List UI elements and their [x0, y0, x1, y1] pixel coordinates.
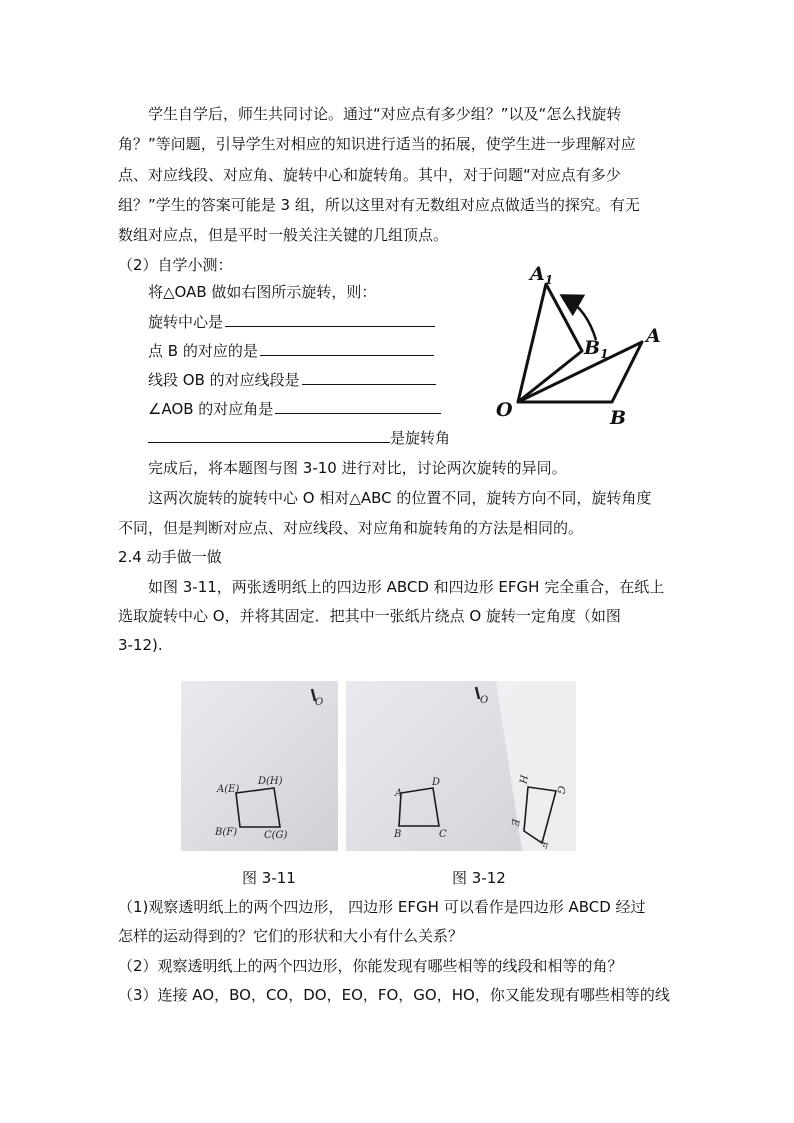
question1-line-1: （1)观察透明纸上的两个四边形， 四边形 EFGH 可以看作是四边形 ABCD 经过 — [118, 898, 646, 916]
para1-line-2: 角？”等问题，引导学生对相应的知识进行适当的拓展，使学生进一步理解对应 — [118, 135, 636, 153]
quiz-item-label: 点 B 的对应的是 — [148, 342, 258, 360]
answer-blank[interactable] — [225, 311, 435, 327]
para2: 完成后，将本题图与图 3-10 进行对比，讨论两次旋转的异同。 — [148, 459, 567, 477]
label-b1: B — [584, 337, 601, 359]
rotation-figure-oab — [486, 258, 686, 433]
photo-label-o: O — [315, 697, 324, 708]
rotation-arrow — [566, 298, 596, 340]
photo-label-c: C(G) — [264, 830, 288, 841]
figure-3-11-caption: 图 3-11 — [242, 869, 296, 887]
photo-label-a: A(E) — [217, 784, 240, 795]
quadrilateral-abcd — [236, 788, 280, 827]
para1-line-5: 数组对应点，但是平时一般关注关键的几组顶点。 — [118, 226, 449, 244]
quiz-intro: 将△OAB 做如右图所示旋转，则： — [148, 283, 377, 301]
photo-label-a: A — [395, 788, 403, 799]
figure-3-11-photo — [181, 681, 338, 851]
photo-label-c: C — [439, 829, 447, 840]
question1-line-2: 怎样的运动得到的？它们的形状和大小有什么关系？ — [118, 927, 464, 945]
photo-label-f: F — [536, 839, 549, 849]
photo-label-b: B — [394, 829, 402, 840]
photo-label-h: H — [516, 773, 529, 785]
quiz-item-label: ∠AOB 的对应角是 — [148, 400, 274, 418]
photo-label-d: D — [432, 777, 441, 788]
figure-3-12-photo — [346, 681, 576, 851]
para4-line-2: 选取旋转中心 O，并将其固定．把其中一张纸片绕点 O 旋转一定角度（如图 — [118, 607, 621, 625]
photo-label-g: G — [554, 784, 567, 795]
para1-line-4: 组？”学生的答案可能是 3 组，所以这里对有无数组对应点做适当的探究。有无 — [118, 196, 640, 214]
figure-3-12-caption: 图 3-12 — [452, 869, 506, 887]
para4-line-3: 3-12). — [118, 636, 163, 654]
para4-line-1: 如图 3-11，两张透明纸上的四边形 ABCD 和四边形 EFGH 完全重合，在纸上 — [148, 578, 665, 596]
label-a: A — [646, 325, 661, 347]
para1-line-3: 点、对应线段、对应角、旋转中心和旋转角。其中，对于问题“对应点有多少 — [118, 166, 621, 184]
question3: （3）连接 AO，BO，CO，DO，EO，FO，GO，HO，你又能发现有哪些相等的线 — [118, 986, 670, 1004]
para3-line-1: 这两次旋转的旋转中心 O 相对△ABC 的位置不同，旋转方向不同，旋转角度 — [148, 489, 652, 507]
label-a1-sub: 1 — [544, 273, 554, 287]
section-title: 2.4 动手做一做 — [118, 548, 222, 566]
rotated-paper-sheet — [496, 681, 576, 851]
photo-label-o: O — [480, 695, 489, 706]
quadrilateral-abcd — [399, 788, 439, 826]
quiz-item-label: 线段 OB 的对应线段是 — [148, 371, 300, 389]
svg-text:A1 — [528, 263, 553, 287]
label-a1: A — [530, 263, 545, 285]
quiz-item-label: 旋转中心是 — [148, 313, 224, 331]
pin-mark — [476, 687, 479, 699]
answer-blank[interactable] — [275, 398, 441, 414]
para3-line-2: 不同，但是判断对应点、对应线段、对应角和旋转角的方法是相同的。 — [118, 519, 584, 537]
answer-blank[interactable] — [260, 340, 434, 356]
answer-blank[interactable] — [148, 427, 390, 443]
quiz-item-suffix: 是旋转角 — [390, 429, 451, 447]
question2: （2）观察透明纸上的两个四边形，你能发现有哪些相等的线段和相等的角？ — [118, 957, 623, 975]
photo-label-e: E — [508, 817, 521, 827]
label-b: B — [610, 407, 627, 429]
para1-line-1: 学生自学后，师生共同讨论。通过“对应点有多少组？”以及“怎么找旋转 — [148, 105, 622, 123]
photo-label-b: B(F) — [215, 827, 238, 838]
photo-label-d: D(H) — [258, 776, 283, 787]
label-o: O — [496, 399, 513, 421]
quiz-title: （2）自学小测： — [118, 256, 233, 274]
answer-blank[interactable] — [302, 369, 436, 385]
svg-text:B1 — [583, 337, 608, 361]
label-b1-sub: 1 — [600, 347, 609, 361]
